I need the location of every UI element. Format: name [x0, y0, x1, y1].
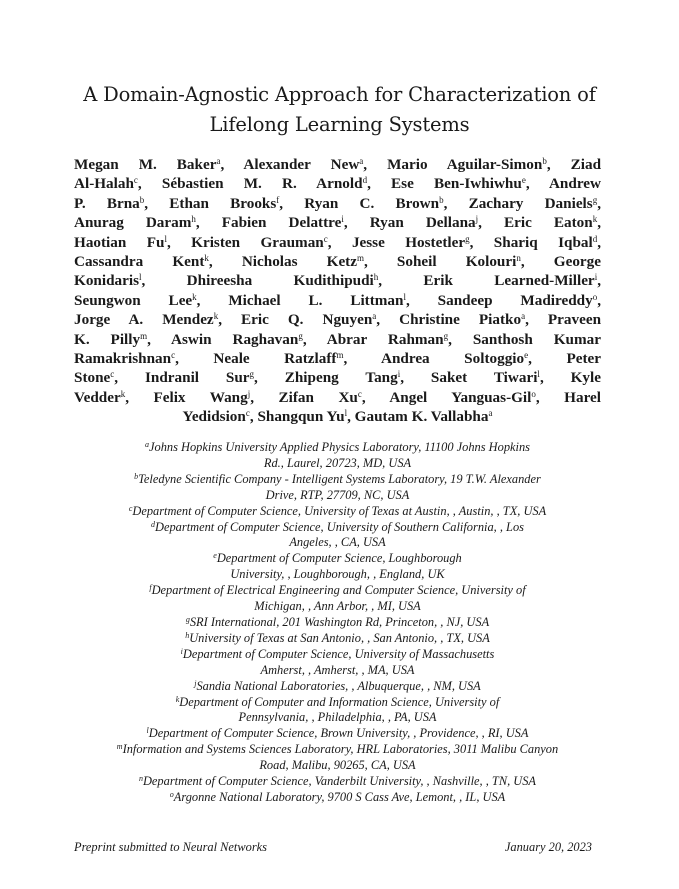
affiliation-line: $^g$SRI International, 201 Washington Rd, Princeton, , NJ, USA	[185, 614, 490, 629]
author-line: Yedidsion$^c$, Shangqun Yu$^l$, Gautam K. Vallabha$^a$	[182, 408, 493, 426]
affiliation-list	[74, 440, 601, 806]
affiliation-line: Michigan, , Ann Arbor, , MI, USA	[254, 599, 421, 614]
affiliation-line: $^n$Department of Computer Science, Vanderbilt University, , Nashville, , TN, USA	[138, 774, 536, 789]
author-line: P. Brna$^b$, Ethan Brooks$^f$, Ryan C. Brown$^b$, Zachary Daniels$^g$,	[74, 194, 601, 212]
affiliation-line: $^d$Department of Computer Science, University of Southern California, , Los	[151, 519, 524, 534]
author-line: K. Pilly$^m$, Aswin Raghavan$^g$, Abrar Rahman$^g$, Santhosh Kumar	[74, 330, 601, 348]
author-line: Haotian Fu$^l$, Kristen Grauman$^c$, Jesse Hostetler$^g$, Shariq Iqbal$^d$,	[74, 233, 601, 251]
author-line: Seungwon Lee$^k$, Michael L. Littman$^l$, Sandeep Madireddy$^o$,	[74, 291, 601, 309]
affiliation-line: Rd., Laurel, 20723, MD, USA	[263, 455, 412, 470]
affiliation-line: $^j$Sandia National Laboratories, , Albuquerque, , NM, USA	[194, 678, 481, 693]
affiliation-line: $^e$Department of Computer Science, Loughborough	[213, 551, 462, 566]
affiliation-line: $^h$University of Texas at San Antonio, , San Antonio, , TX, USA	[185, 630, 490, 645]
affiliation-line: $^a$Johns Hopkins University Applied Physics Laboratory, 11100 Johns Hopkins	[145, 440, 530, 454]
affiliation-line: $^l$Department of Computer Science, Brown University, , Providence, , RI, USA	[146, 726, 529, 741]
author-line: Konidaris$^l$, Dhireesha Kudithipudi$^h$, Erik Learned-Miller$^i$,	[74, 272, 601, 290]
affiliation-line: Drive, RTP, 27709, NC, USA	[265, 487, 410, 502]
affiliation-line: Angeles, , CA, USA	[289, 535, 386, 550]
paper-title	[60, 80, 619, 140]
affiliation-line: $^o$Argonne National Laboratory, 9700 S Cass Ave, Lemont, , IL, USA	[169, 789, 506, 804]
author-list	[74, 155, 601, 427]
affiliation-line: $^i$Department of Computer Science, University of Massachusetts	[180, 646, 495, 661]
affiliation-line: University, , Loughborough, , England, UK	[230, 567, 445, 582]
affiliation-line: Road, Malibu, 90265, CA, USA	[259, 758, 416, 773]
preprint-note: Preprint submitted to Neural Networks	[74, 840, 267, 854]
author-line: Vedder$^k$, Felix Wang$^j$, Zifan Xu$^c$, Angel Yanguas-Gil$^o$, Harel	[74, 388, 602, 406]
author-line: Jorge A. Mendez$^k$, Eric Q. Nguyen$^a$, Christine Piatko$^a$, Praveen	[74, 311, 602, 329]
author-line: Stone$^c$, Indranil Sur$^g$, Zhipeng Tang$^i$, Saket Tiwari$^l$, Kyle	[74, 369, 601, 387]
author-line: Cassandra Kent$^k$, Nicholas Ketz$^m$, Soheil Kolouri$^n$, George	[74, 253, 601, 271]
author-line: Anurag Daram$^h$, Fabien Delattre$^i$, Ryan Dellana$^j$, Eric Eaton$^k$,	[74, 214, 601, 232]
author-line: Al-Halah$^c$, Sébastien M. R. Arnold$^d$, Ese Ben-Iwhiwhu$^e$, Andrew	[74, 175, 601, 193]
affiliation-line: $^k$Department of Computer and Information Science, University of	[175, 694, 500, 709]
title-line: A Domain-Agnostic Approach for Characterization of	[83, 83, 596, 106]
affiliation-line: $^f$Department of Electrical Engineering and Computer Science, University of	[149, 583, 526, 598]
author-line: Megan M. Baker$^a$, Alexander New$^a$, Mario Aguilar-Simon$^b$, Ziad	[74, 156, 602, 173]
author-line: Ramakrishnan$^c$, Neale Ratzlaff$^m$, Andrea Soltoggio$^e$, Peter	[74, 350, 601, 368]
preprint-date: January 20, 2023	[504, 840, 592, 854]
affiliation-line: Pennsylvania, , Philadelphia, , PA, USA	[238, 710, 437, 725]
affiliation-line: $^b$Teledyne Scientific Company - Intelligent Systems Laboratory, 19 T.W. Alexander	[134, 471, 541, 486]
affiliation-line: $^m$Information and Systems Sciences Laboratory, HRL Laboratories, 3011 Malibu Canyon	[116, 742, 559, 757]
affiliation-line: $^c$Department of Computer Science, University of Texas at Austin, , Austin, , TX, USA	[128, 503, 547, 518]
affiliation-line: Amherst, , Amherst, , MA, USA	[260, 662, 415, 677]
title-line: Lifelong Learning Systems	[209, 113, 470, 136]
